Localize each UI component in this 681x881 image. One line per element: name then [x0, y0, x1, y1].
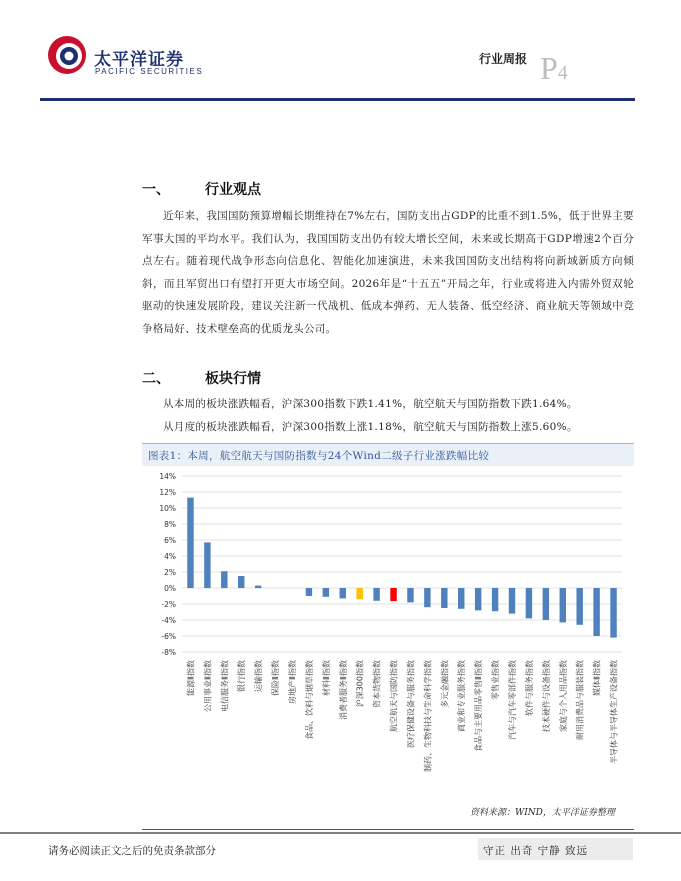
figure-source: 资料来源：WIND，太平洋证券整理 [470, 808, 615, 818]
y-tick-label: 14% [159, 472, 176, 481]
x-tick-label: 公用事业Ⅱ指数 [203, 660, 213, 712]
bar-24 [593, 588, 599, 636]
company-name-cn: 太平洋证券 [94, 50, 184, 70]
bar-16 [458, 588, 464, 609]
bar-8 [323, 588, 329, 597]
y-tick-label: 0% [164, 584, 176, 593]
bar-12 [390, 588, 396, 601]
x-tick-label: 家庭与个人用品指数 [558, 660, 568, 732]
y-tick-label: -8% [161, 648, 176, 657]
bar-15 [441, 588, 447, 608]
x-tick-label: 航空航天与国防指数 [389, 660, 399, 732]
x-tick-label: 技术硬件与设备指数 [541, 660, 551, 732]
bar-17 [475, 588, 481, 610]
bar-13 [407, 588, 413, 602]
x-tick-label: 食品与主要用品零售Ⅱ指数 [474, 660, 484, 752]
x-tick-label: 多元金融指数 [440, 660, 450, 708]
y-tick-label: 2% [164, 568, 176, 577]
x-tick-label: 软件与服务指数 [524, 660, 534, 716]
bar-19 [509, 588, 515, 614]
bar-3 [238, 576, 244, 588]
section1-paragraph: 近年来，我国国防预算增幅长期维持在7%左右，国防支出占GDP的比重不到1.5%，低于世界主要军事大国的平均水平。我们认为，我国国防支出仍有较大增长空间，未来或长期高于GDP增速2个百分点左右。随着现代战争形态向信息化、智能化加速演进，未来我国国防支出结构将向新域新质方向倾斜，而且军贸出口有望打开更大市场空间。2026年是“十五五”开局之年，行业或将进入内需外贸双轮驱动的快速发展阶段，建议关注新一代战机、低成本弹药、无人装备、低空经济、商业航天等领域中竞争格局好、技术壁垒高的优质龙头公司。 [142, 210, 634, 335]
x-tick-label: 半导体与半导体生产设备指数 [609, 660, 619, 764]
x-tick-label: 资本货物指数 [372, 660, 382, 708]
x-tick-label: 制药、生物科技与生命科学指数 [423, 660, 433, 772]
x-tick-label: 商业和专业服务指数 [457, 660, 467, 732]
x-tick-label: 医疗保健设备与服务指数 [406, 660, 416, 748]
x-tick-label: 媒体Ⅱ指数 [592, 660, 602, 696]
y-tick-label: -4% [161, 616, 176, 625]
bar-14 [424, 588, 430, 607]
bar-10 [356, 588, 362, 599]
company-name-en: PACIFIC SECURITIES [95, 67, 204, 76]
x-tick-label: 汽车与汽车零部件指数 [508, 660, 517, 740]
y-tick-label: -2% [161, 600, 176, 609]
y-tick-label: 10% [159, 504, 176, 513]
header-rule [40, 98, 635, 101]
x-tick-label: 房地产Ⅱ指数 [288, 660, 297, 704]
bar-4 [255, 586, 261, 588]
bar-0 [187, 498, 193, 588]
report-type: 行业周报 [479, 52, 528, 66]
bar-chart [142, 466, 634, 804]
bar-23 [576, 588, 582, 625]
y-tick-label: 6% [164, 536, 176, 545]
page-number [540, 52, 568, 89]
x-tick-label: 银行指数 [237, 660, 247, 692]
monthly-performance-line: 从月度的板块涨跌幅看，沪深300指数上涨1.18%，航空航天与国防指数上涨5.60%。 [163, 421, 578, 433]
bar-7 [306, 588, 312, 596]
x-tick-label: 运输指数 [254, 660, 264, 692]
page-prefix: P [540, 50, 558, 86]
section2-title: 板块行情 [205, 371, 261, 387]
section2-number: 二、 [142, 371, 170, 387]
weekly-performance-line: 从本周的板块涨跌幅看，沪深300指数下跌1.41%，航空航天与国防指数下跌1.64%。 [163, 398, 578, 410]
bar-18 [492, 588, 498, 611]
x-tick-label: 电信服务Ⅱ指数 [220, 660, 230, 712]
footer-motto: 守正 出奇 宁静 致远 [483, 845, 589, 857]
x-tick-label: 保险Ⅱ指数 [271, 660, 281, 696]
x-tick-label: 食品、饮料与烟草指数 [304, 660, 314, 740]
company-logo-icon [47, 35, 87, 75]
y-tick-label: 8% [164, 520, 176, 529]
y-tick-label: -6% [161, 632, 176, 641]
x-tick-label: 沪深300指数 [355, 660, 365, 708]
x-tick-label: 消费者服务Ⅱ指数 [338, 660, 348, 720]
bar-25 [610, 588, 616, 638]
section1-title: 行业观点 [205, 182, 261, 198]
x-tick-label: 材料Ⅱ指数 [321, 660, 331, 696]
x-tick-label: 零售业指数 [491, 660, 501, 700]
bar-21 [543, 588, 549, 620]
bar-11 [373, 588, 379, 601]
bar-9 [340, 588, 346, 598]
footer-rule [0, 832, 681, 834]
y-tick-label: 12% [159, 488, 176, 497]
page-number-value: 4 [557, 62, 568, 84]
bar-20 [526, 588, 532, 618]
section1-number: 一、 [142, 182, 170, 198]
figure-title: 图表1：本周，航空航天与国防指数与24个Wind二级子行业涨跌幅比较 [148, 450, 490, 462]
y-tick-label: 4% [164, 552, 176, 561]
bar-2 [221, 571, 227, 588]
footer-disclaimer: 请务必阅读正文之后的免责条款部分 [48, 845, 216, 857]
bar-22 [560, 588, 566, 622]
x-tick-label: 耐用消费品与服装指数 [575, 660, 585, 740]
bar-1 [204, 542, 210, 588]
x-tick-label: 能源Ⅱ指数 [186, 660, 196, 696]
